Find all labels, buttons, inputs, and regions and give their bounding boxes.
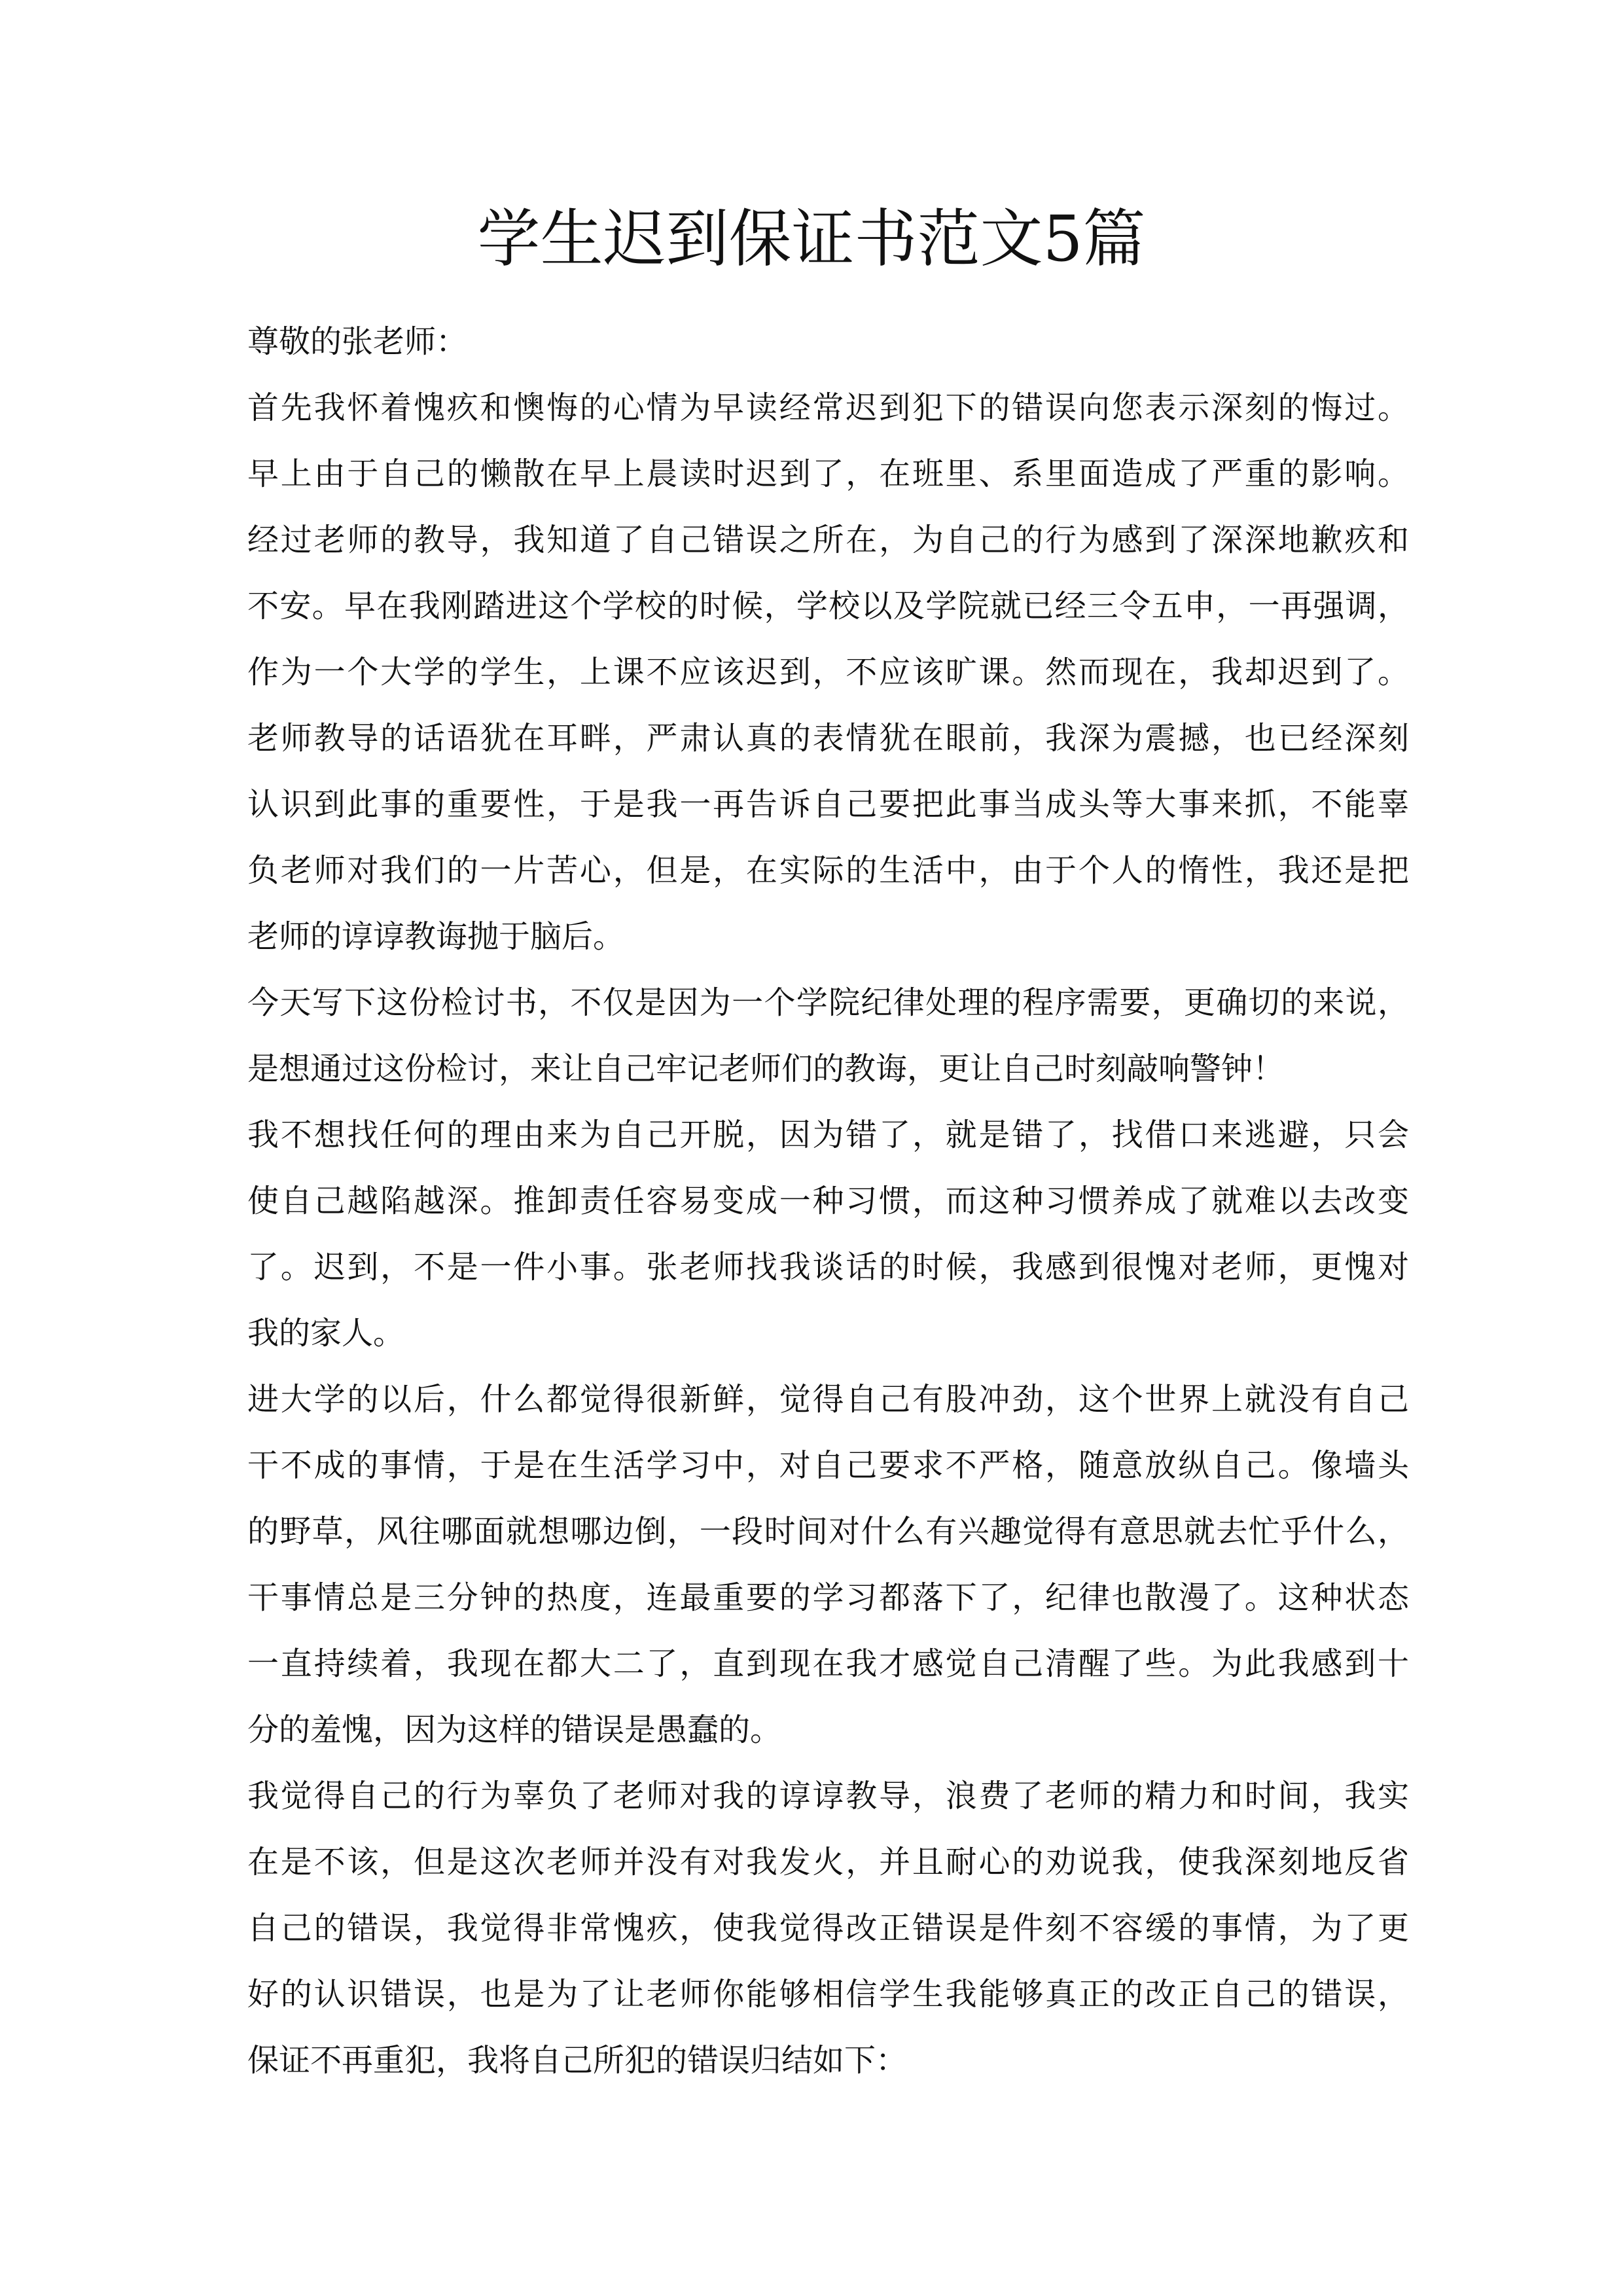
text-line: 我不想找任何的理由来为自己开脱，因为错了，就是错了，找借口来逃避，只会	[247, 1117, 1409, 1153]
paragraph	[247, 1763, 1409, 2094]
text-line: 早上由于自己的懒散在早上晨读时迟到了，在班里、系里面造成了严重的影响。	[247, 456, 1409, 492]
text-line: 尊敬的张老师：	[247, 323, 468, 360]
text-line: 今天写下这份检讨书，不仅是因为一个学院纪律处理的程序需要，更确切的来说，	[247, 984, 1409, 1021]
text-line: 在是不该，但是这次老师并没有对我发火，并且耐心的劝说我，使我深刻地反省	[247, 1844, 1409, 1880]
paragraph	[247, 375, 1409, 970]
text-line: 首先我怀着愧疚和懊悔的心情为早读经常迟到犯下的错误向您表示深刻的悔过。	[247, 389, 1409, 426]
text-line: 老师的谆谆教诲抛于脑后。	[247, 918, 625, 955]
text-line: 是想通过这份检讨，来让自己牢记老师们的教诲，更让自己时刻敲响警钟！	[247, 1050, 1285, 1087]
text-line: 保证不再重犯，我将自己所犯的错误归结如下：	[247, 2042, 908, 2079]
text-line: 我觉得自己的行为辜负了老师对我的谆谆教导，浪费了老师的精力和时间，我实	[247, 1778, 1409, 1814]
text-line: 认识到此事的重要性，于是我一再告诉自己要把此事当成头等大事来抓，不能辜	[247, 786, 1409, 823]
text-line: 的野草，风往哪面就想哪边倒，一段时间对什么有兴趣觉得有意思就去忙乎什么，	[247, 1513, 1409, 1550]
text-line: 负老师对我们的一片苦心，但是，在实际的生活中，由于个人的惰性，我还是把	[247, 852, 1409, 889]
paragraph	[247, 970, 1409, 1102]
text-line: 老师教导的话语犹在耳畔，严肃认真的表情犹在眼前，我深为震撼，也已经深刻	[247, 720, 1409, 757]
paragraph	[247, 1367, 1409, 1763]
text-line: 了。迟到，不是一件小事。张老师找我谈话的时候，我感到很愧对老师，更愧对	[247, 1249, 1409, 1285]
text-line: 分的羞愧，因为这样的错误是愚蠢的。	[247, 1712, 782, 1748]
text-line: 作为一个大学的学生，上课不应该迟到，不应该旷课。然而现在，我却迟到了。	[247, 654, 1409, 691]
text-line: 好的认识错误，也是为了让老师你能够相信学生我能够真正的改正自己的错误，	[247, 1976, 1409, 2013]
text-line: 自己的错误，我觉得非常愧疚，使我觉得改正错误是件刻不容缓的事情，为了更	[247, 1910, 1409, 1946]
text-line: 经过老师的教导，我知道了自己错误之所在，为自己的行为感到了深深地歉疚和	[247, 522, 1409, 558]
text-line: 干事情总是三分钟的热度，连最重要的学习都落下了，纪律也散漫了。这种状态	[247, 1579, 1409, 1616]
text-line: 一直持续着，我现在都大二了，直到现在我才感觉自己清醒了些。为此我感到十	[247, 1645, 1409, 1682]
text-line: 我的家人。	[247, 1315, 405, 1352]
text-line: 进大学的以后，什么都觉得很新鲜，觉得自己有股冲劲，这个世界上就没有自己	[247, 1381, 1409, 1418]
document-body	[247, 309, 1409, 2094]
text-line: 使自己越陷越深。推卸责任容易变成一种习惯，而这种习惯养成了就难以去改变	[247, 1183, 1409, 1219]
document-title: 学生迟到保证书范文5篇	[477, 202, 1146, 276]
text-line: 干不成的事情，于是在生活学习中，对自己要求不严格，随意放纵自己。像墙头	[247, 1447, 1409, 1484]
paragraph	[247, 1102, 1409, 1367]
text-line: 不安。早在我刚踏进这个学校的时候，学校以及学院就已经三令五申，一再强调，	[247, 588, 1409, 624]
paragraph	[247, 309, 1409, 375]
